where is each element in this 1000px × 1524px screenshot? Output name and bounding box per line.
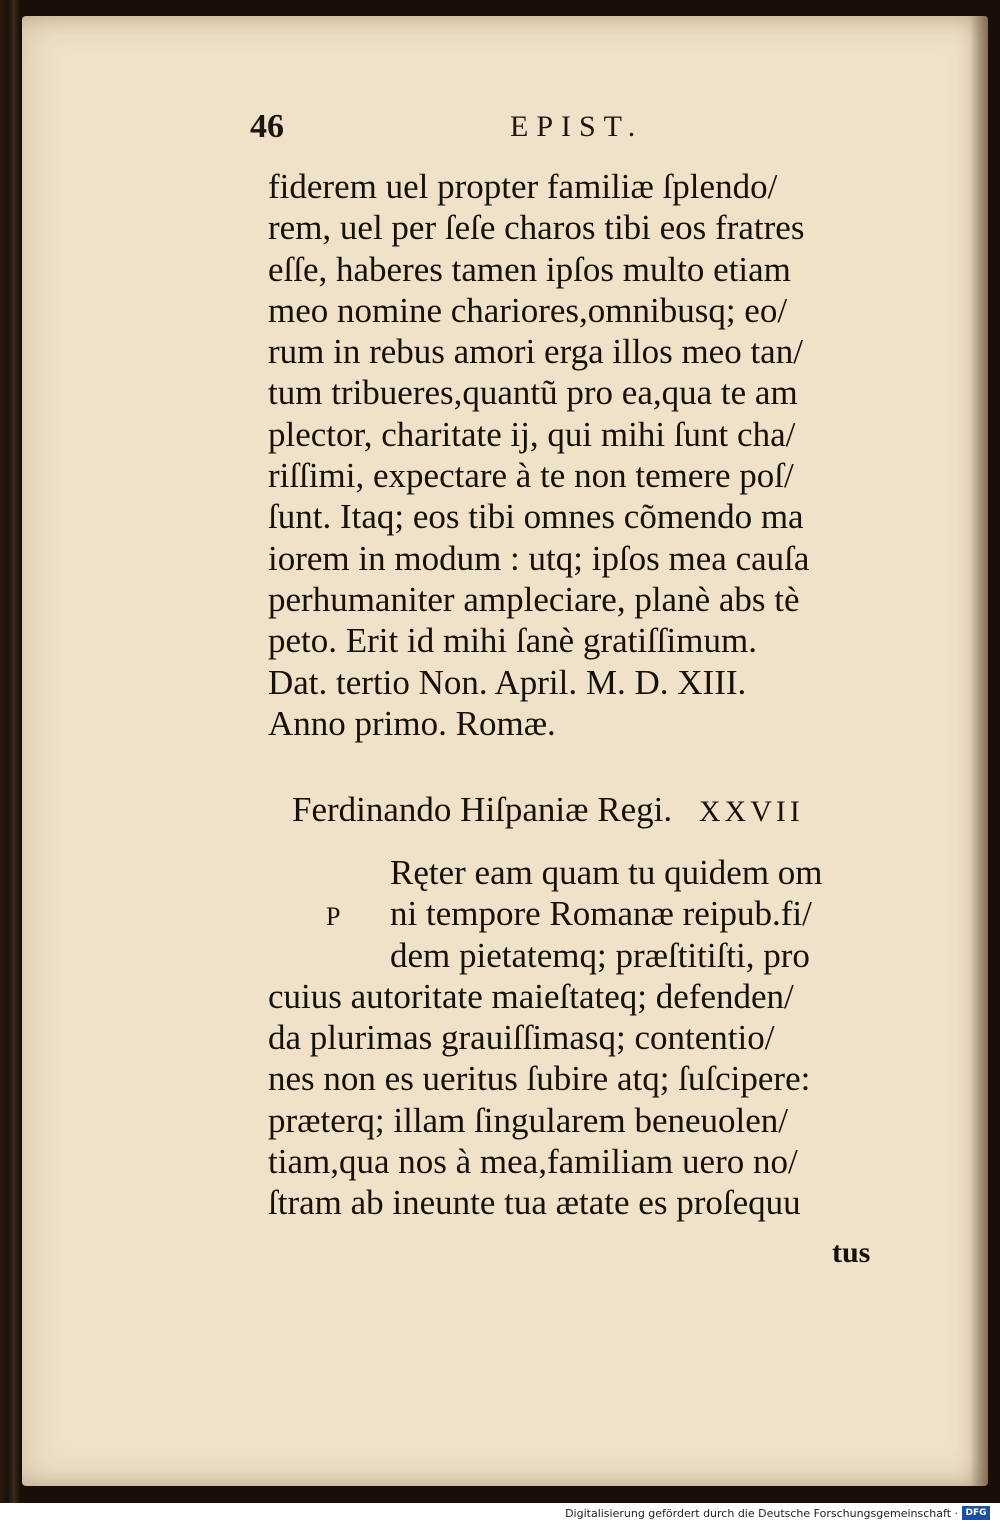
page-number: 46: [250, 108, 284, 145]
text-line: rum in rebus amori erga illos meo tan/: [268, 332, 803, 372]
text-line: plector, charitate ij, qui mihi ſunt cha/: [268, 414, 796, 454]
letter-body-end: [268, 166, 898, 744]
running-head: [250, 108, 710, 152]
text-line: cuius autoritate maieſtateq; defenden/: [268, 976, 794, 1016]
letter-number: XXVII: [698, 795, 804, 828]
text-line: præterq; illam ſingularem beneuolen/: [268, 1100, 788, 1140]
running-head-title: EPIST.: [510, 110, 644, 143]
text-line: tum tribueres,quantũ pro ea,qua te am: [268, 373, 798, 413]
text-line: meo nomine chariores,omnibusq; eo/: [268, 290, 788, 330]
text-line: ſtram ab ineunte tua ætate es proſequu: [268, 1183, 801, 1223]
dateline-place: Anno primo. Romæ.: [268, 703, 556, 743]
catchword: tus: [832, 1236, 871, 1269]
text-line: peto. Erit id mihi ſanè gratiſſimum.: [268, 621, 757, 661]
text-line: da plurimas grauiſſimasq; contentio/: [268, 1018, 775, 1058]
text-line: tiam,qua nos à mea,familiam uero no/: [268, 1142, 798, 1182]
text-line: nes non es ueritus ſubire atq; ſuſcipere:: [268, 1059, 811, 1099]
initial-letter: P: [326, 902, 341, 931]
text-line: iorem in modum : utq; ipſos mea cauſa: [268, 538, 810, 578]
dateline: Dat. tertio Non. April. M. D. XIII.: [268, 662, 747, 702]
text-line: rem, uel per ſeſe charos tibi eos fratres: [268, 208, 805, 248]
text-line: ſunt. Itaq; eos tibi omnes cõmendo ma: [268, 497, 804, 537]
funding-credit: Digitalisierung gefördert durch die Deutsche Forschungsgemeinschaft ·: [565, 1507, 958, 1520]
text-line: fiderem uel propter familiæ ſplendo/: [268, 167, 778, 206]
text-line: riſſimi, expectare à te non temere poſ/: [268, 456, 794, 496]
text-line: eſſe, haberes tamen ipſos multo etiam: [268, 249, 791, 289]
letter-body-start: [268, 852, 898, 1224]
text-line: perhumaniter ampleciare, planè abs tè: [268, 579, 800, 619]
text-line: Ręter eam quam tu quidem om: [390, 853, 823, 892]
letter-addressee: Ferdinando Hiſpaniæ Regi.: [292, 790, 673, 829]
footer-bar: [0, 1503, 1000, 1524]
letter-heading: [292, 790, 892, 830]
dfg-logo: DFG: [962, 1506, 990, 1520]
text-line: ni tempore Romanæ reipub.fi/: [390, 894, 812, 934]
text-line: dem pietatemq; præſtitiſti, pro: [390, 935, 810, 975]
